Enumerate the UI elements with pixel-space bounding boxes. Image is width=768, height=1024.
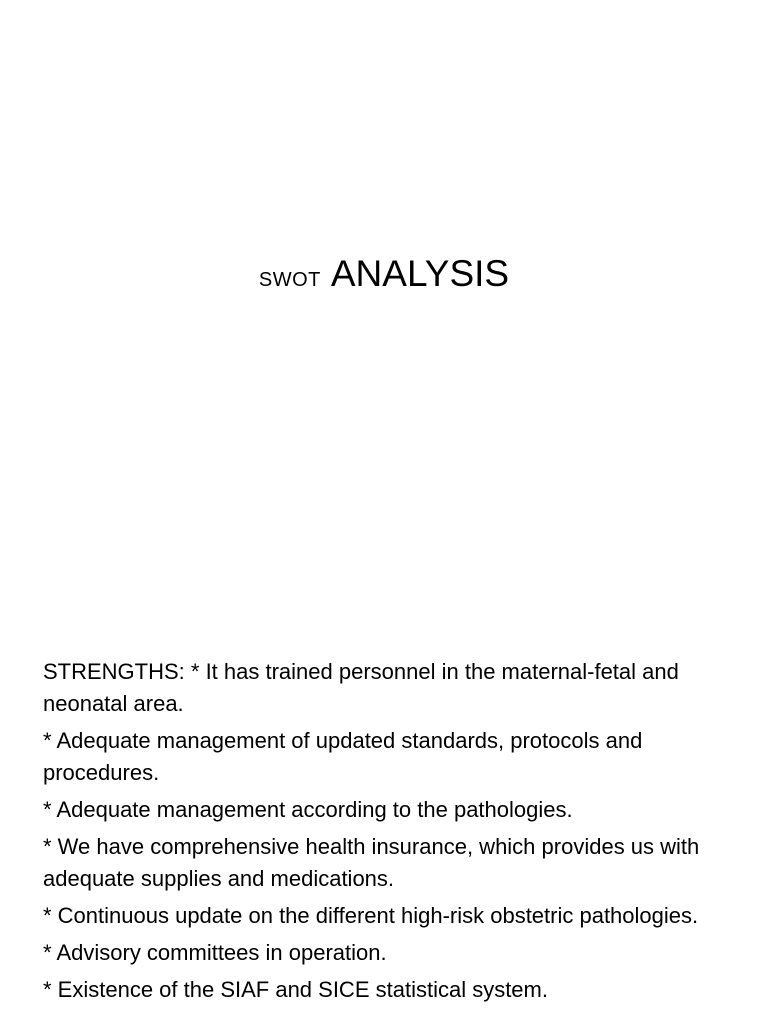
paragraph: * Advisory committees in operation. [43, 940, 387, 965]
paragraph: * Continuous update on the different high-risk obstetric pathologies. [43, 903, 699, 928]
paragraph: * We have comprehensive health insurance, which provides us with adequate supplies and medications. [43, 834, 700, 891]
title-main: ANALYSIS [330, 253, 510, 294]
strengths-section [43, 656, 733, 1011]
paragraph: * Adequate management of updated standards, protocols and procedures. [43, 728, 643, 785]
paragraph: * Adequate management according to the pathologies. [43, 797, 573, 822]
title-prefix: SWOT [258, 269, 321, 291]
paragraph: * Existence of the SIAF and SICE statistical system. [43, 977, 548, 1002]
document-title [0, 255, 768, 292]
paragraph: STRENGTHS: * It has trained personnel in the maternal-fetal and neonatal area. [43, 659, 679, 716]
